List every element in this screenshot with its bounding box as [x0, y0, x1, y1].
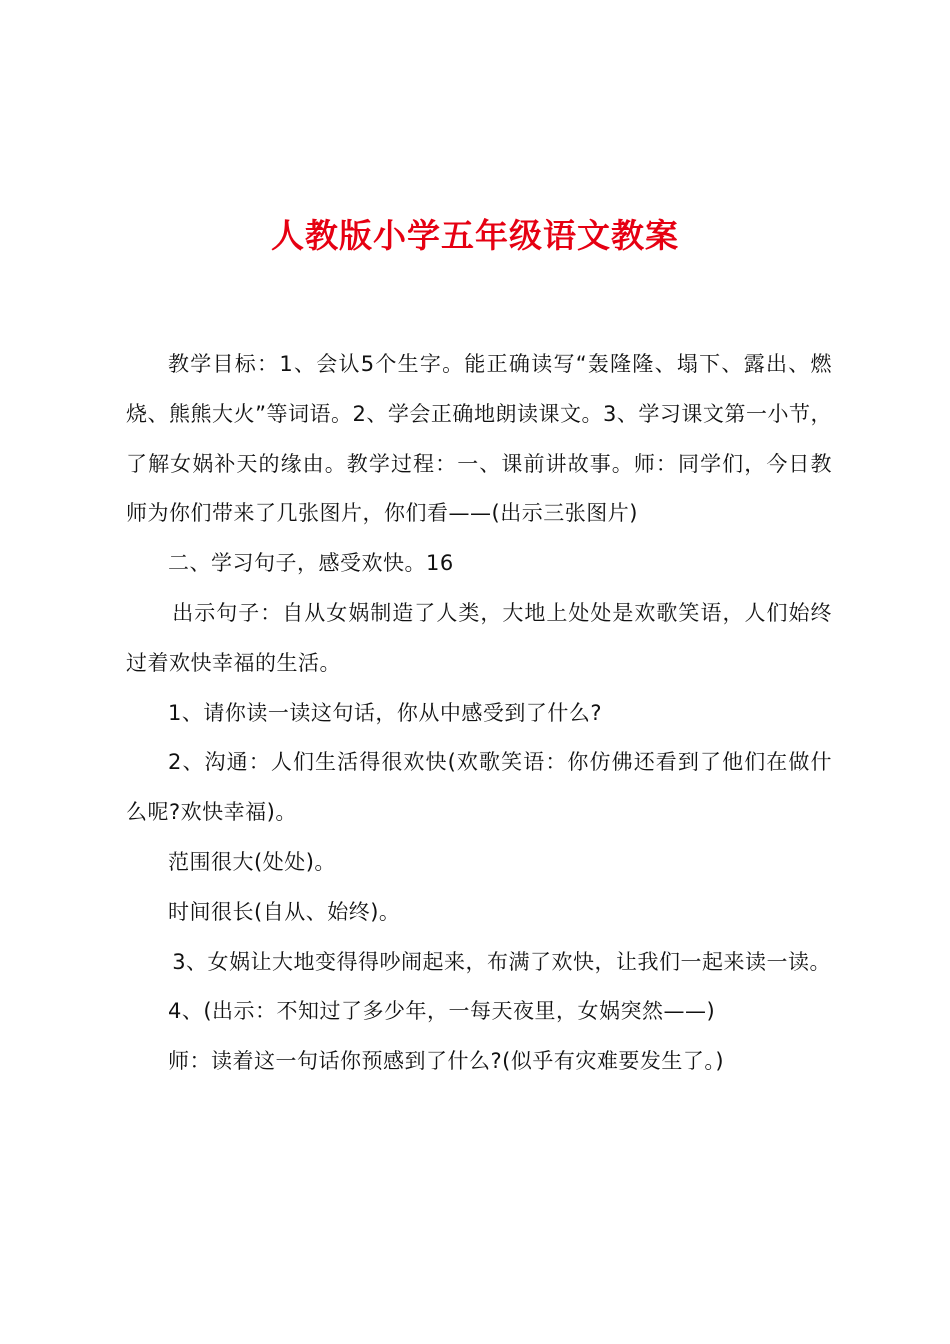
paragraph-section-two: 二、学习句子，感受欢快。16	[168, 551, 454, 576]
document-body	[126, 340, 832, 1087]
paragraph-time: 时间很长(自从、始终)。	[168, 899, 401, 924]
paragraph-objectives: 教学目标：1、会认5个生字。能正确读写“轰隆隆、塌下、露出、燃烧、熊熊大火”等词语。2、学会正确地朗读课文。3、学习课文第一小节，了解女娲补天的缘由。教学过程：一、课前讲故事。师：同学们，今日教师为你们带来了几张图片，你们看——(出示三张图片)	[126, 352, 832, 526]
paragraph-teacher: 师：读着这一句话你预感到了什么?(似乎有灾难要发生了。)	[168, 1049, 725, 1074]
paragraph-step-four: 4、(出示：不知过了多少年，一每天夜里，女娲突然——)	[168, 999, 716, 1024]
paragraph-step-two: 2、沟通：人们生活得很欢快(欢歌笑语：你仿佛还看到了他们在做什么呢?欢快幸福)。	[126, 750, 832, 825]
paragraph-step-one: 1、请你读一读这句话，你从中感受到了什么?	[168, 700, 603, 725]
document-title: 人教版小学五年级语文教案	[271, 216, 679, 255]
paragraph-step-three: 3、女娲让大地变得得吵闹起来，布满了欢快，让我们一起来读一读。	[172, 949, 832, 974]
paragraph-scope: 范围很大(处处)。	[168, 849, 336, 874]
paragraph-show-sentence: 出示句子：自从女娲制造了人类，大地上处处是欢歌笑语，人们始终过着欢快幸福的生活。	[126, 600, 832, 675]
